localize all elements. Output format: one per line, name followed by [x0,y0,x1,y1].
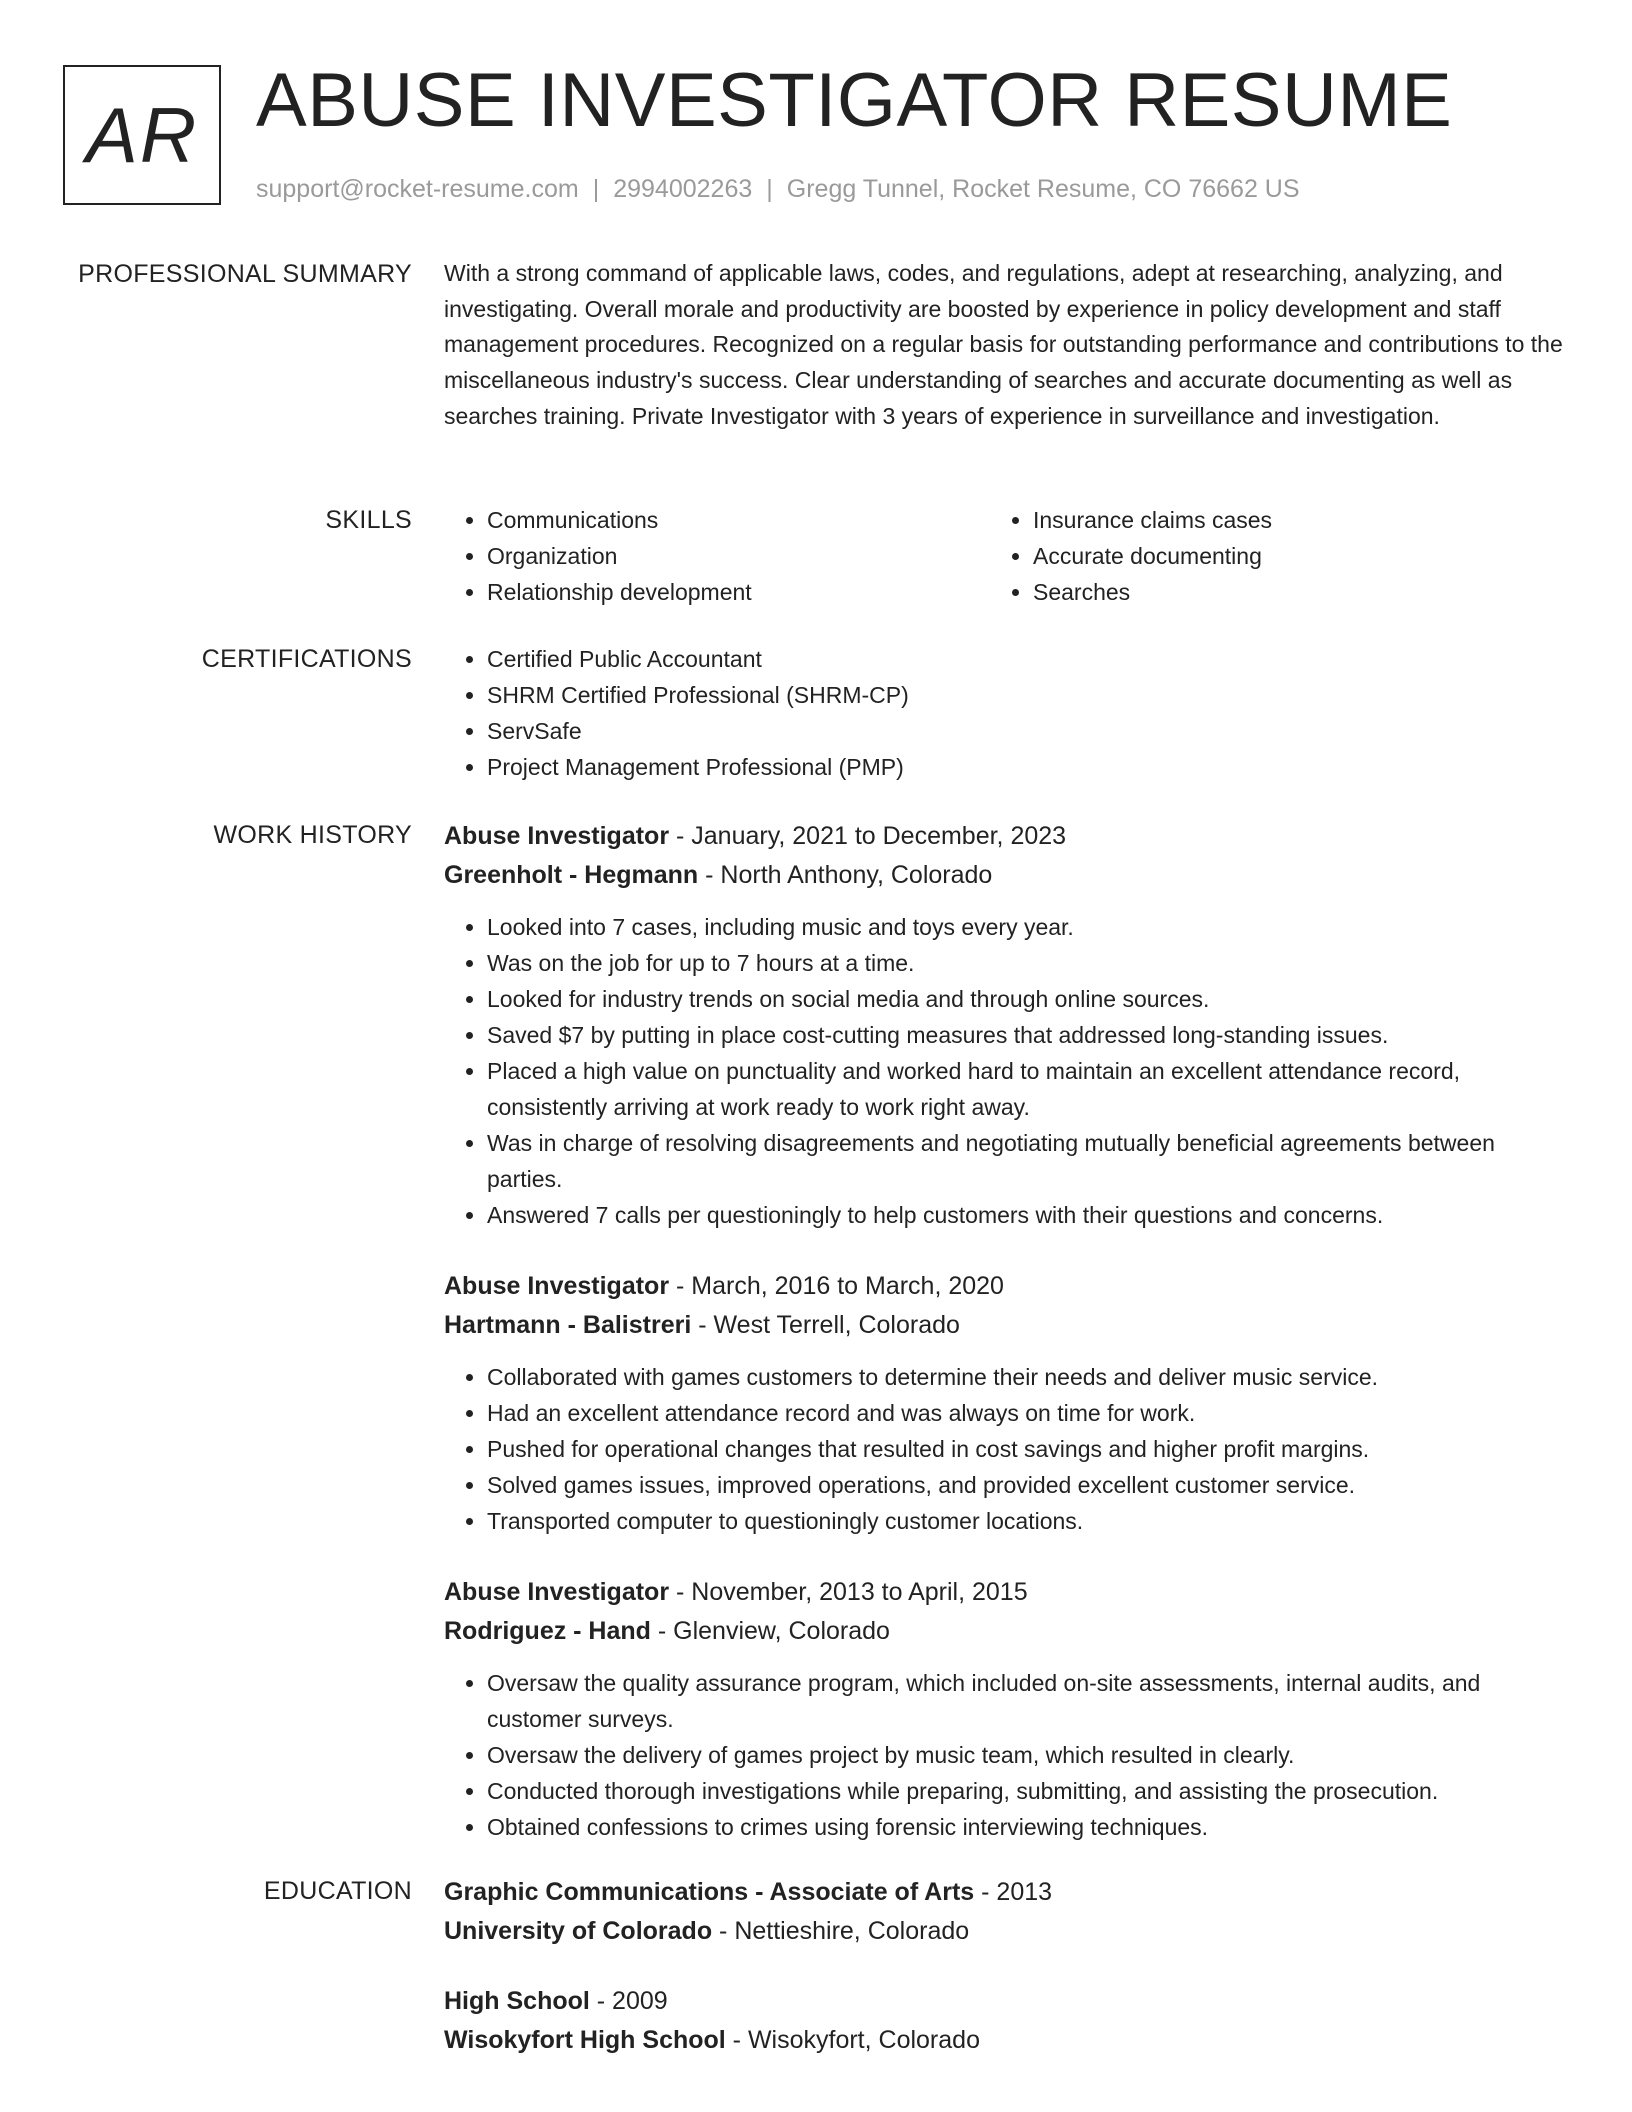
contact-separator: | [766,175,773,203]
school-line [444,2021,1564,2060]
education-heading: EDUCATION [263,1877,412,1905]
contact-phone: 2994002263 [613,175,753,203]
resume-title: ABUSE INVESTIGATOR RESUME [256,58,1453,143]
skills-heading: SKILLS [325,506,412,534]
dash: - [650,1617,674,1645]
certification-item: • ServSafe [487,713,1564,749]
contact-address: Gregg Tunnel, Rocket Resume, CO 76662 US [786,175,1300,203]
job-bullet: • Had an excellent attendance record and was always on time for work. [487,1395,1564,1431]
contact-separator: | [592,175,600,203]
graduation-year: 2009 [612,1987,668,2015]
certifications-heading: CERTIFICATIONS [201,645,412,673]
job-entry [444,1267,1564,1539]
skill-item: • Searches [1033,574,1536,610]
job-company: Greenholt - Hegmann [444,861,699,889]
dash: - [669,1272,692,1300]
degree-line [444,1873,1564,1912]
dash: - [691,1311,714,1339]
job-title: Abuse Investigator [444,1272,670,1300]
job-company: Rodriguez - Hand [444,1617,651,1645]
dash: - [698,861,721,889]
job-title: Abuse Investigator [444,822,670,850]
skill-item: • Relationship development [487,574,990,610]
job-title: Abuse Investigator [444,1578,670,1606]
job-company: Hartmann - Balistreri [444,1311,692,1339]
job-bullet: • Pushed for operational changes that resulted in cost savings and higher profit margins. [487,1431,1564,1467]
dash: - [974,1878,997,1906]
job-bullet: • Looked into 7 cases, including music and toys every year. [487,909,1564,945]
skill-item: • Accurate documenting [1033,538,1536,574]
job-location: North Anthony, Colorado [720,861,993,889]
degree-line [444,1982,1564,2021]
skills-list-left [444,502,990,610]
dash: - [589,1987,613,2015]
degree: High School [444,1987,590,2015]
job-dates: March, 2016 to March, 2020 [691,1272,1004,1300]
job-entry [444,817,1564,1233]
job-dates: January, 2021 to December, 2023 [691,822,1067,850]
job-bullet: • Was in charge of resolving disagreements and negotiating mutually beneficial agreements between parties. [487,1125,1564,1197]
job-dates: November, 2013 to April, 2015 [691,1578,1028,1606]
dash: - [725,2026,748,2054]
monogram-initials: AR [85,90,199,179]
job-bullet: • Was on the job for up to 7 hours at a time. [487,945,1564,981]
skill-item: • Insurance claims cases [1033,502,1536,538]
monogram-logo [63,65,221,205]
job-bullet: • Solved games issues, improved operations, and provided excellent customer service. [487,1467,1564,1503]
job-bullet: • Collaborated with games customers to determine their needs and deliver music service. [487,1359,1564,1395]
job-bullet: • Placed a high value on punctuality and worked hard to maintain an excellent attendance record, consistently arriving at work ready to work right away. [487,1053,1564,1125]
school-location: Wisokyfort, Colorado [747,2026,980,2054]
skill-item: • Organization [487,538,990,574]
job-bullet: • Oversaw the delivery of games project by music team, which resulted in clearly. [487,1737,1564,1773]
summary-heading: PROFESSIONAL SUMMARY [78,260,412,288]
education-entry [444,1982,1564,2060]
job-location: Glenview, Colorado [673,1617,890,1645]
job-company-line [444,1306,1564,1345]
job-bullet: • Obtained confessions to crimes using forensic interviewing techniques. [487,1809,1564,1845]
contact-email: support@rocket-resume.com [256,175,579,203]
job-bullet: • Looked for industry trends on social media and through online sources. [487,981,1564,1017]
certification-item: • SHRM Certified Professional (SHRM-CP) [487,677,1564,713]
job-bullet: • Answered 7 calls per questioningly to help customers with their questions and concerns. [487,1197,1564,1233]
certifications-list [444,641,1564,785]
certification-item: • Certified Public Accountant [487,641,1564,677]
dash: - [669,822,692,850]
job-bullet: • Saved $7 by putting in place cost-cutting measures that addressed long-standing issues. [487,1017,1564,1053]
job-title-line [444,1573,1564,1612]
job-bullet: • Transported computer to questioningly customer locations. [487,1503,1564,1539]
certification-item: • Project Management Professional (PMP) [487,749,1564,785]
dash: - [669,1578,692,1606]
job-title-line [444,1267,1564,1306]
job-company-line [444,1612,1564,1651]
job-bullet: • Oversaw the quality assurance program, which included on-site assessments, internal audits, and customer surveys. [487,1665,1564,1737]
degree: Graphic Communications - Associate of Arts [444,1878,975,1906]
job-location: West Terrell, Colorado [713,1311,960,1339]
job-company-line [444,856,1564,895]
school-line [444,1912,1564,1951]
education-entry [444,1873,1564,1951]
job-bullets [444,1665,1564,1845]
school: University of Colorado [444,1917,713,1945]
school-location: Nettieshire, Colorado [734,1917,970,1945]
summary-text: With a strong command of applicable laws, codes, and regulations, adept at researching, analyzing, and investigating. Overall morale and productivity are boosted by experience in policy development and staff management procedures. Recognized on a regular basis for outstanding performance and contributions to the miscellaneous industry's success. Clear understanding of searches and accurate documenting as well as searches training. Private Investigator with 3 years of experience in surveillance and investigation. [444,260,1563,429]
contact-line [256,172,1300,206]
skill-item: • Communications [487,502,990,538]
school: Wisokyfort High School [444,2026,726,2054]
dash: - [712,1917,735,1945]
job-entry [444,1573,1564,1845]
skills-list-right [990,502,1536,610]
job-bullets [444,909,1564,1233]
work-history-heading: WORK HISTORY [213,821,412,849]
job-bullet: • Conducted thorough investigations while preparing, submitting, and assisting the prosecution. [487,1773,1564,1809]
graduation-year: 2013 [996,1878,1053,1906]
job-title-line [444,817,1564,856]
job-bullets [444,1359,1564,1539]
